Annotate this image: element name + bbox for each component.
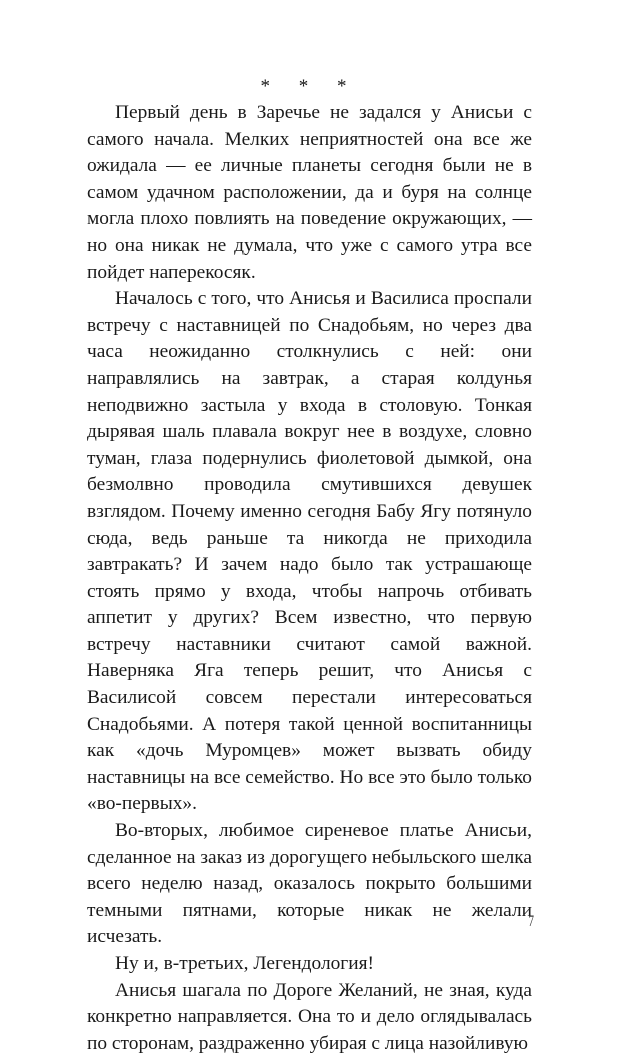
- section-separator: * * *: [260, 76, 359, 97]
- page-number: 7: [528, 913, 534, 930]
- body-text: [87, 100, 532, 1057]
- paragraph: Ну и, в-третьих, Легендология!: [115, 953, 375, 974]
- paragraph: Во-вторых, любимое сиреневое платье Анисьи, сделанное на заказ из дорогущего небыльского шелка всего неделю назад, оказалось покрыто большими темными пятнами, которые никак не желали исчезать.: [87, 820, 532, 948]
- paragraph: Анисья шагала по Дороге Желаний, не зная, куда конкретно направляется. Она то и дело оглядывалась по сторонам, раздраженно убирая с лица назойливую: [87, 979, 532, 1054]
- paragraph: Началось с того, что Анисья и Василиса проспали встречу с наставницей по Снадобьям, но через два часа неожиданно столкнулись с ней: они направлялись на завтрак, а старая колдунья неподвижно застыла у входа в столовую. Тонкая дырявая шаль плавала вокруг нее в воздухе, словно туман, глаза подернулись фиолетовой дымкой, она безмолвно проводила смутившихся девушек взглядом. Почему именно сегодня Бабу Ягу потянуло сюда, ведь раньше та никогда не приходила завтракать? И зачем надо было так устрашающе стоять прямо у входа, чтобы напрочь отбивать аппетит у других? Всем известно, что первую встречу наставники считают самой важной. Наверняка Яга теперь решит, что Анисья с Василисой совсем перестали интересоваться Снадобьями. А потеря такой ценной воспитанницы как «дочь Муромцев» может вызвать обиду наставницы на все семейство. Но все это было только «во-первых».: [87, 288, 532, 815]
- paragraph: Первый день в Заречье не задался у Анисьи с самого начала. Мелких неприятностей она все же ожидала — ее личные планеты сегодня были не в самом удачном расположении, да и буря на солнце могла плохо повлиять на поведение окружающих, — но она никак не думала, что уже с самого утра все пойдет наперекосяк.: [87, 102, 532, 283]
